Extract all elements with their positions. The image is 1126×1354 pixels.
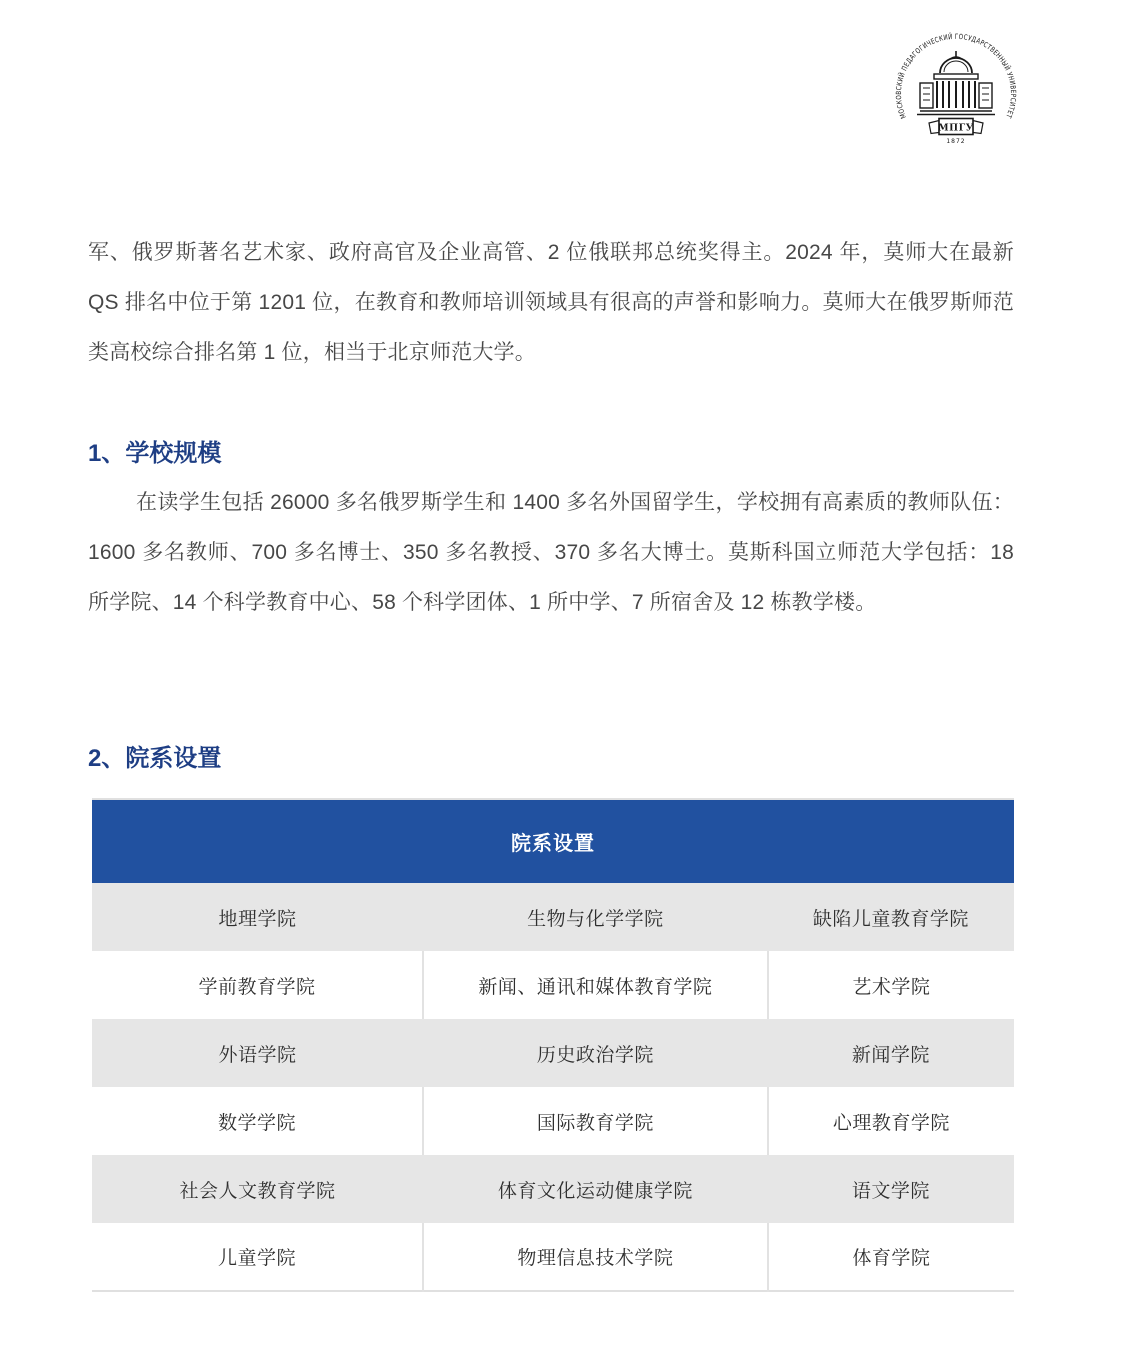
table-header-row: [92, 799, 1014, 883]
table-cell: 国际教育学院: [423, 1087, 768, 1155]
seal-year: 1872: [946, 138, 966, 145]
seal-banner: [929, 119, 983, 135]
table-cell: 体育文化运动健康学院: [423, 1155, 768, 1223]
table-cell: 新闻、通讯和媒体教育学院: [423, 951, 768, 1019]
table-row: [92, 883, 1014, 951]
table-cell: 数学学院: [92, 1087, 423, 1155]
table-row: [92, 1155, 1014, 1223]
table-row: [92, 1223, 1014, 1291]
table-cell: 儿童学院: [92, 1223, 423, 1291]
section-1-body: 在读学生包括 26000 多名俄罗斯学生和 1400 多名外国留学生，学校拥有高素质的教师队伍：1600 多名教师、700 多名博士、350 多名教授、370 多名大博士。莫斯科国立师范大学包括：18 所学院、14 个科学教育中心、58 个科学团体、1 所中学、7 所宿舍及 12 栋教学楼。: [88, 491, 1014, 614]
table-cell: 语文学院: [768, 1155, 1014, 1223]
table-cell: 物理信息技术学院: [423, 1223, 768, 1291]
table-cell: 社会人文教育学院: [92, 1155, 423, 1223]
intro-paragraph: 军、俄罗斯著名艺术家、政府高官及企业高管、2 位俄联邦总统奖得主。2024 年，莫师大在最新 QS 排名中位于第 1201 位，在教育和教师培训领域具有很高的声誉和影响力。莫师大在俄罗斯师范类高校综合排名第 1 位，相当于北京师范大学。: [88, 241, 1014, 364]
table-cell: 地理学院: [92, 883, 423, 951]
seal-ring-text: МОСКОВСКИЙ ПЕДАГОГИЧЕСКИЙ ГОСУДАРСТВЕННЫЙ УНИВЕРСИТЕТ: [893, 31, 1019, 121]
table-cell: 缺陷儿童教育学院: [768, 883, 1014, 951]
table-cell: 新闻学院: [768, 1019, 1014, 1087]
table-cell: 艺术学院: [768, 951, 1014, 1019]
seal-building-icon: [917, 51, 995, 115]
table-row: [92, 1087, 1014, 1155]
section-2-heading: 2、院系设置: [88, 745, 222, 772]
table-cell: 生物与化学学院: [423, 883, 768, 951]
table-cell: 外语学院: [92, 1019, 423, 1087]
university-seal: [890, 28, 1022, 160]
table-title: 院系设置: [92, 799, 1014, 883]
table-cell: 历史政治学院: [423, 1019, 768, 1087]
table-cell: 心理教育学院: [768, 1087, 1014, 1155]
table-cell: 体育学院: [768, 1223, 1014, 1291]
table-cell: 学前教育学院: [92, 951, 423, 1019]
section-1-heading: 1、学校规模: [88, 440, 222, 467]
university-seal-graphic: [890, 28, 1022, 160]
seal-acronym: МПГУ: [938, 122, 974, 134]
departments-table: [92, 798, 1014, 1292]
table-row: [92, 1019, 1014, 1087]
table-row: [92, 951, 1014, 1019]
